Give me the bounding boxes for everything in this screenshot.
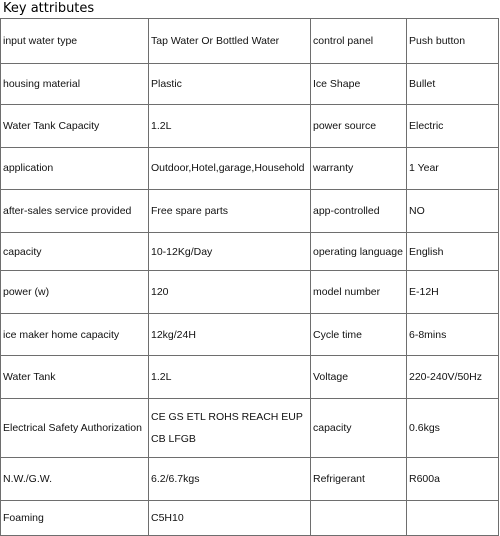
attribute-name: power (w)	[1, 271, 149, 314]
attribute-name: power source	[311, 105, 407, 148]
attribute-name	[311, 500, 407, 535]
table-row	[1, 458, 499, 501]
attribute-value: CE GS ETL ROHS REACH EUP CB LFGB	[149, 398, 311, 457]
attribute-name: Water Tank	[1, 356, 149, 399]
attribute-name: N.W./G.W.	[1, 458, 149, 501]
attribute-value: NO	[407, 190, 499, 233]
table-row	[1, 63, 499, 105]
key-attributes-table	[0, 18, 499, 536]
attribute-value: 6-8mins	[407, 313, 499, 356]
attribute-value: 6.2/6.7kgs	[149, 458, 311, 501]
attribute-value: 1 Year	[407, 147, 499, 190]
table-row	[1, 500, 499, 535]
attribute-name: Refrigerant	[311, 458, 407, 501]
attribute-value: Electric	[407, 105, 499, 148]
attribute-name: Electrical Safety Authorization	[1, 398, 149, 457]
attribute-name: warranty	[311, 147, 407, 190]
attribute-name: Foaming	[1, 500, 149, 535]
attribute-value: Free spare parts	[149, 190, 311, 233]
attribute-name: input water type	[1, 19, 149, 64]
attribute-value	[407, 500, 499, 535]
attribute-value: English	[407, 232, 499, 270]
attribute-value: 10-12Kg/Day	[149, 232, 311, 270]
section-title: Key attributes	[3, 1, 95, 16]
attribute-name: housing material	[1, 63, 149, 105]
attribute-name: after-sales service provided	[1, 190, 149, 233]
attribute-name: Voltage	[311, 356, 407, 399]
attribute-name: control panel	[311, 19, 407, 64]
attribute-name: capacity	[1, 232, 149, 270]
table-row	[1, 313, 499, 356]
attribute-value: Tap Water Or Bottled Water	[149, 19, 311, 64]
attribute-value: Push button	[407, 19, 499, 64]
table-row	[1, 105, 499, 148]
attribute-value: 220-240V/50Hz	[407, 356, 499, 399]
attribute-name: Cycle time	[311, 313, 407, 356]
attribute-name: Ice Shape	[311, 63, 407, 105]
attribute-name: operating language	[311, 232, 407, 270]
table-row	[1, 147, 499, 190]
attribute-value: Bullet	[407, 63, 499, 105]
table-row	[1, 398, 499, 457]
table-row	[1, 271, 499, 314]
attribute-name: ice maker home capacity	[1, 313, 149, 356]
attribute-name: capacity	[311, 398, 407, 457]
table-row	[1, 356, 499, 399]
attribute-value: R600a	[407, 458, 499, 501]
attribute-name: model number	[311, 271, 407, 314]
attribute-name: app-controlled	[311, 190, 407, 233]
attribute-value: Plastic	[149, 63, 311, 105]
table-row	[1, 19, 499, 64]
attribute-value: Outdoor,Hotel,garage,Household	[149, 147, 311, 190]
table-row	[1, 190, 499, 233]
attribute-value: 1.2L	[149, 356, 311, 399]
attribute-value: E-12H	[407, 271, 499, 314]
attribute-value: 120	[149, 271, 311, 314]
attribute-value: C5H10	[149, 500, 311, 535]
attribute-name: application	[1, 147, 149, 190]
attribute-value: 1.2L	[149, 105, 311, 148]
attribute-value: 0.6kgs	[407, 398, 499, 457]
table-row	[1, 232, 499, 270]
attribute-name: Water Tank Capacity	[1, 105, 149, 148]
attribute-value: 12kg/24H	[149, 313, 311, 356]
